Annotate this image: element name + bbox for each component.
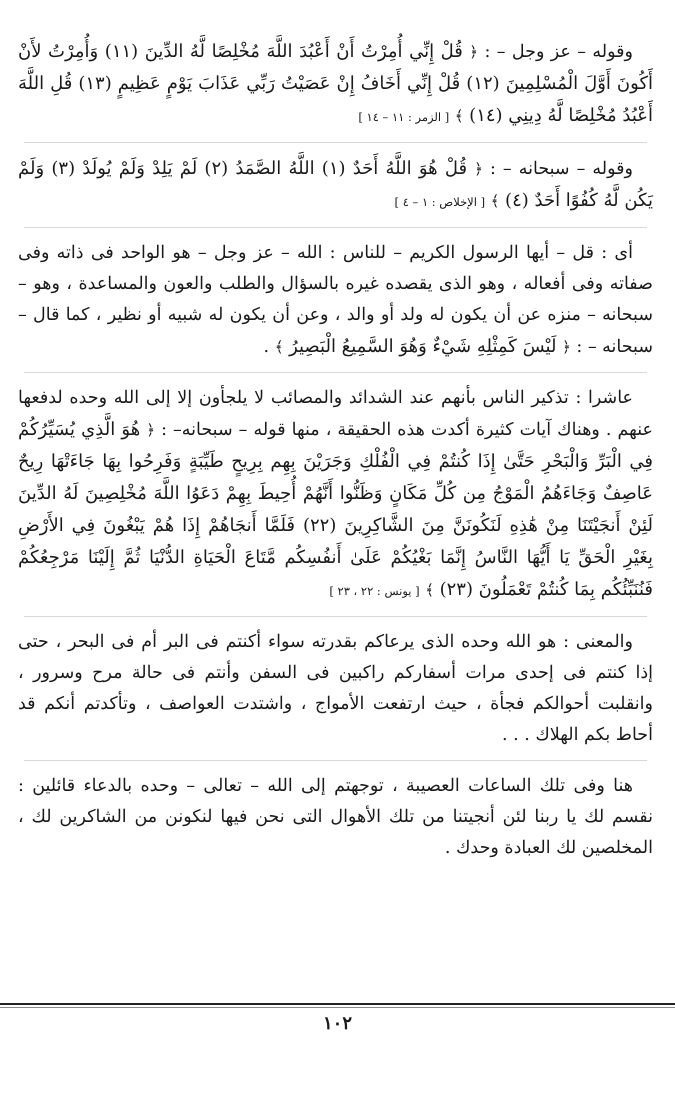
divider: [24, 142, 647, 143]
divider: [24, 227, 647, 228]
quran-verse: قُلْ هُوَ اللَّهُ أَحَدٌ (١) اللَّهُ الصَّمَدُ (٢) لَمْ يَلِدْ وَلَمْ يُولَدْ (٣) وَلَمْ يَكُن لَّهُ كُفُوًا أَحَدٌ (٤): [18, 158, 653, 211]
ornament-open: ﴿: [474, 160, 483, 178]
ornament-open: ﴿: [469, 43, 479, 61]
footer-rule-thin: [0, 1007, 675, 1008]
verse-reference: [ الزمر : ١١ – ١٤ ]: [358, 110, 450, 124]
divider: [24, 760, 647, 761]
ornament-close: ﴾: [425, 581, 434, 599]
quran-verse: هُوَ الَّذِي يُسَيِّرُكُمْ فِي الْبَرِّ وَالْبَحْرِ حَتَّىٰ إِذَا كُنتُمْ فِي الْفُلْكِ وَجَرَيْنَ بِهِم بِرِيحٍ طَيِّبَةٍ وَفَرِحُوا بِهَا جَاءَتْهَا رِيحٌ عَاصِفٌ وَجَاءَهُمُ الْمَوْجُ مِن كُلِّ مَكَانٍ وَظَنُّوا أَنَّهُمْ أُحِيطَ بِهِمْ دَعَوُا اللَّهَ مُخْلِصِينَ لَهُ الدِّينَ لَئِنْ أَنجَيْتَنَا مِنْ هَٰذِهِ لَنَكُونَنَّ مِنَ الشَّاكِرِينَ (٢٢) فَلَمَّا أَنجَاهُمْ إِذَا هُمْ يَبْغُونَ فِي الأَرْضِ بِغَيْرِ الْحَقِّ يَا أَيُّهَا النَّاسُ إِنَّمَا بَغْيُكُمْ عَلَىٰ أَنفُسِكُم مَّتَاعَ الْحَيَاةِ الدُّنْيَا ثُمَّ إِلَيْنَا مَرْجِعُكُمْ فَنُنَبِّئُكُم بِمَا كُنتُمْ تَعْمَلُونَ (٢٣): [18, 419, 653, 600]
verse-reference: [ يونس : ٢٢ ، ٢٣ ]: [329, 584, 420, 598]
paragraph-intro: وقوله – سبحانه – :: [489, 159, 633, 179]
paragraph-meaning: [18, 627, 653, 751]
paragraph-ikhlas: [18, 153, 653, 218]
paragraph-text: والمعنى : هو الله وحده الذى يرعاكم بقدرته سواء أكنتم فى البر أم فى البحر ، حتى إذا كنتم فى إحدى مرات أسفاركم راكبين فى السفن وأنتم فى حالة مرح وسرور ، وانقلبت أحوالكم فجأة ، حيث ارتفعت الأمواج ، واشتدت العواصف ، وتأكدتم أنكم قد أحاط بكم الهلاك . . .: [18, 632, 653, 745]
ornament-close: ﴾: [454, 107, 464, 125]
page-number: ١٠٢: [322, 1013, 352, 1034]
paragraph-text: هنا وفى تلك الساعات العصيبة ، توجهتم إلى الله – تعالى – وحده بالدعاء قائلين : نقسم لك يا ربنا لئن أنجيتنا من تلك الأهوال التى نحن فيها لنكونن من الشاكرين لك ، المخلصين لك العبادة وحدك .: [18, 776, 653, 858]
quran-verse: قُلْ إِنِّي أُمِرْتُ أَنْ أَعْبُدَ اللَّهَ مُخْلِصًا لَّهُ الدِّينَ (١١) وَأُمِرْتُ لأَنْ أَكُونَ أَوَّلَ الْمُسْلِمِينَ (١٢) قُلْ إِنِّي أَخَافُ إِنْ عَصَيْتُ رَبِّي عَذَابَ يَوْمٍ عَظِيمٍ (١٣) قُلِ اللَّهَ أَعْبُدُ مُخْلِصًا لَّهُ دِينِي (١٤): [18, 41, 654, 126]
paragraph-explanation: [18, 238, 653, 363]
paragraph-intro: عاشرا : تذكير الناس بأنهم عند الشدائد والمصائب لا يلجأون إلا إلى الله وحده لدفعها عنهم . وهناك آيات كثيرة أكدت هذه الحقيقة ، منها قوله – سبحانه– :: [18, 388, 653, 440]
paragraph-text: أى : قل – أيها الرسول الكريم – للناس : الله – عز وجل – هو الواحد فى ذاته وفى صفاته وفى أفعاله ، وهو الذى يقصده غيره بالسؤال والطلب والعون والمساعدة ، وهو – سبحانه – منزه عن أن يكون له ولد أو والد ، وعن أن يكون له شبيه أو نظير ، كما قال – سبحانه – :: [18, 243, 653, 357]
quran-verse: لَيْسَ كَمِثْلِهِ شَيْءٌ وَهُوَ السَّمِيعُ الْبَصِيرُ: [289, 336, 557, 357]
ornament-close: ﴾: [274, 338, 284, 356]
paragraph-zumar: [18, 36, 653, 133]
divider: [24, 616, 647, 617]
verse-reference: [ الإخلاص : ١ – ٤ ]: [394, 195, 486, 209]
page-content: [18, 36, 653, 873]
divider: [24, 372, 647, 373]
ornament-close: ﴾: [490, 192, 500, 210]
ornament-open: ﴿: [146, 421, 156, 439]
ornament-open: ﴿: [562, 338, 571, 356]
footer-rule: [0, 1003, 675, 1005]
paragraph-conclusion: [18, 771, 653, 864]
paragraph-end: .: [263, 337, 270, 357]
paragraph-intro: وقوله – عز وجل – :: [484, 42, 633, 62]
paragraph-tenth: [18, 383, 653, 607]
